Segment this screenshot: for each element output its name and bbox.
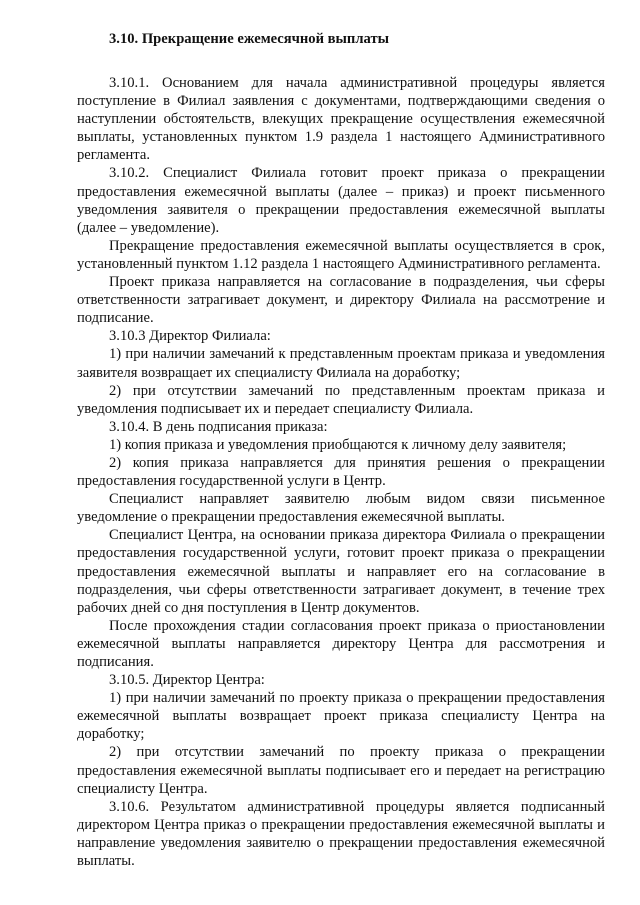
paragraph-3-10-2: 3.10.2. Специалист Филиала готовит проект приказа о прекращении предоставления ежемесячной выплаты (далее – приказ) и проект письменного уведомления заявителя о прекращении предоставления ежемесячной выплаты (далее – уведомление).	[77, 165, 605, 236]
list-item-3-10-3-2: 2) при отсутствии замечаний по представленным проектам приказа и уведомления подписывает их и передает специалисту Филиала.	[77, 382, 605, 417]
paragraph-approval: Проект приказа направляется на согласование в подразделения, чьи сферы ответственности затрагивает документ, и директору Филиала на рассмотрение и подписание.	[77, 274, 605, 327]
list-item-3-10-4-2: 2) копия приказа направляется для принятия решения о прекращении предоставления государственной услуги в Центр.	[77, 454, 605, 490]
list-item-3-10-5-2: 2) при отсутствии замечаний по проекту приказа о прекращении предоставления ежемесячной выплаты подписывает его и передает на регистрацию специалисту Центра.	[77, 744, 605, 797]
paragraph-center-specialist: Специалист Центра, на основании приказа директора Филиала о прекращении предоставления государственной услуги, готовит проект приказа о прекращении предоставления ежемесячной выплаты и направляет его на согласование в подразделения, чьи сферы ответственности затрагивает документ, в течение трех рабочих дней со дня поступления в Центр документов.	[77, 527, 605, 616]
paragraph-3-10-4: 3.10.4. В день подписания приказа:	[109, 418, 328, 435]
paragraph-term: Прекращение предоставления ежемесячной выплаты осуществляется в срок, установленный пунктом 1.12 раздела 1 настоящего Административного регламента.	[77, 237, 605, 272]
list-item-3-10-3-1: 1) при наличии замечаний к представленным проектам приказа и уведомления заявителя возвращает их специалисту Филиала на доработку;	[77, 346, 605, 381]
list-item-3-10-4-1: 1) копия приказа и уведомления приобщаются к личному делу заявителя;	[109, 436, 567, 453]
document-page	[77, 30, 605, 870]
paragraph-3-10-5: 3.10.5. Директор Центра:	[109, 672, 265, 689]
list-item-3-10-5-1: 1) при наличии замечаний по проекту приказа о прекращении предоставления ежемесячной выплаты возвращает проект приказа специалисту Центра на доработку;	[77, 690, 605, 743]
paragraph-3-10-1: 3.10.1. Основанием для начала административной процедуры является поступление в Филиал заявления с документами, подтверждающими сведения о наступлении обстоятельств, влекущих прекращение осуществления ежемесячной выплаты, установленных пунктом 1.9 раздела 1 настоящего Административного регламента.	[77, 75, 605, 164]
paragraph-after-approval: После прохождения стадии согласования проект приказа о приостановлении ежемесячной выплаты направляется директору Центра для рассмотрения и подписания.	[77, 617, 605, 670]
paragraph-notification: Специалист направляет заявителю любым видом связи письменное уведомление о прекращении предоставления ежемесячной выплаты.	[77, 491, 605, 526]
paragraph-3-10-6: 3.10.6. Результатом административной процедуры является подписанный директором Центра приказ о прекращении предоставления ежемесячной выплаты и направление уведомления заявителю о прекращении предоставления ежемесячной выплаты.	[77, 798, 605, 870]
section-heading: 3.10. Прекращение ежемесячной выплаты	[109, 31, 390, 47]
paragraph-3-10-3: 3.10.3 Директор Филиала:	[109, 328, 271, 345]
